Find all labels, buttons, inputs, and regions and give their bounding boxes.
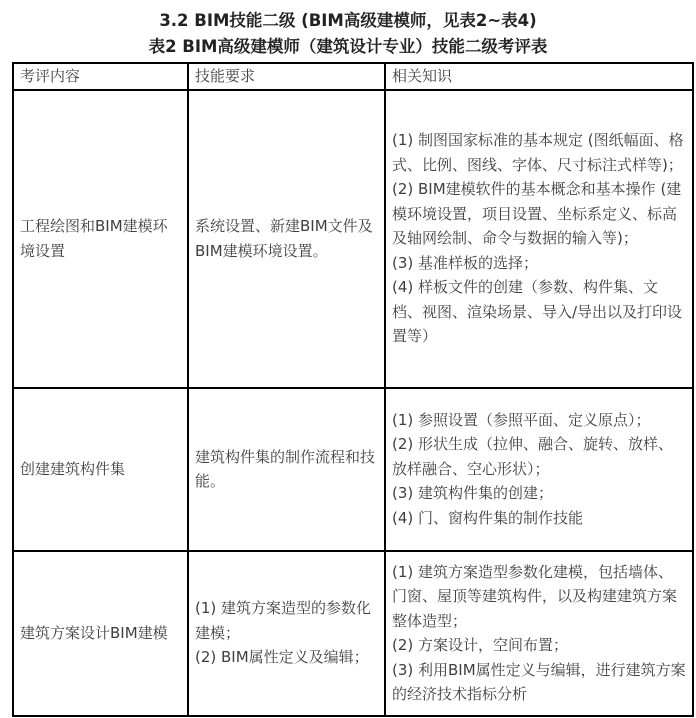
header-skill-requirements: 技能要求 [188, 63, 385, 90]
knowledge-item: (1) 制图国家标准的基本规定 (图纸幅面、格式、比例、图线、字体、尺寸标注式样等)； [392, 131, 684, 174]
knowledge-item: (2) BIM建模软件的基本概念和基本操作 (建模环境设置，项目设置、坐标系定义、标高及轴网绘制、命令与数据的输入等)； [392, 180, 682, 248]
header-assessment-content: 考评内容 [13, 63, 188, 90]
related-knowledge-cell [385, 551, 693, 716]
knowledge-item: (4) 样板文件的创建（参数、构件集、文档、视图、渲染场景、导入/导出以及打印设置等） [392, 278, 683, 346]
table-row [13, 551, 693, 716]
knowledge-item: (3) 利用BIM属性定义与编辑，进行建筑方案的经济技术指标分析 [392, 660, 686, 703]
assessment-content-cell: 工程绘图和BIM建模环境设置 [13, 90, 188, 388]
knowledge-item: (2) 形状生成（拉伸、融合、旋转、放样、放样融合、空心形状）； [392, 435, 674, 478]
assessment-table [12, 62, 694, 717]
skill-requirements-cell [188, 551, 385, 716]
table-header-row [13, 63, 693, 90]
table-row [13, 90, 693, 388]
skill-item: (1) 建筑方案造型的参数化建模； [195, 599, 372, 642]
assessment-content-cell: 创建建筑构件集 [13, 388, 188, 551]
assessment-content-cell: 建筑方案设计BIM建模 [13, 551, 188, 716]
skill-item: 建筑构件集的制作流程和技能。 [195, 447, 376, 490]
header-related-knowledge: 相关知识 [385, 63, 693, 90]
table-row [13, 388, 693, 551]
knowledge-item: (2) 方案设计，空间布置； [392, 636, 569, 654]
related-knowledge-cell [385, 388, 693, 551]
skill-requirements-cell [188, 388, 385, 551]
knowledge-item: (4) 门、窗构件集的制作技能 [392, 508, 584, 527]
knowledge-item: (3) 基准样板的选择； [392, 253, 539, 272]
table-caption: 表2 BIM高级建模师（建筑设计专业）技能二级考评表 [148, 37, 548, 56]
related-knowledge-cell [385, 90, 693, 388]
skill-item: 系统设置、新建BIM文件及BIM建模环境设置。 [195, 217, 373, 260]
knowledge-item: (3) 建筑构件集的创建； [392, 484, 554, 503]
section-heading: 3.2 BIM技能二级 (BIM高级建模师，见表2~表4) [159, 11, 537, 30]
skill-item: (2) BIM属性定义及编辑； [195, 648, 369, 667]
knowledge-item: (1) 建筑方案造型参数化建模，包括墙体、门窗、屋顶等建筑构件，以及构建建筑方案整体造型； [392, 562, 678, 630]
skill-requirements-cell [188, 90, 385, 388]
knowledge-item: (1) 参照设置（参照平面、定义原点）； [392, 410, 651, 429]
